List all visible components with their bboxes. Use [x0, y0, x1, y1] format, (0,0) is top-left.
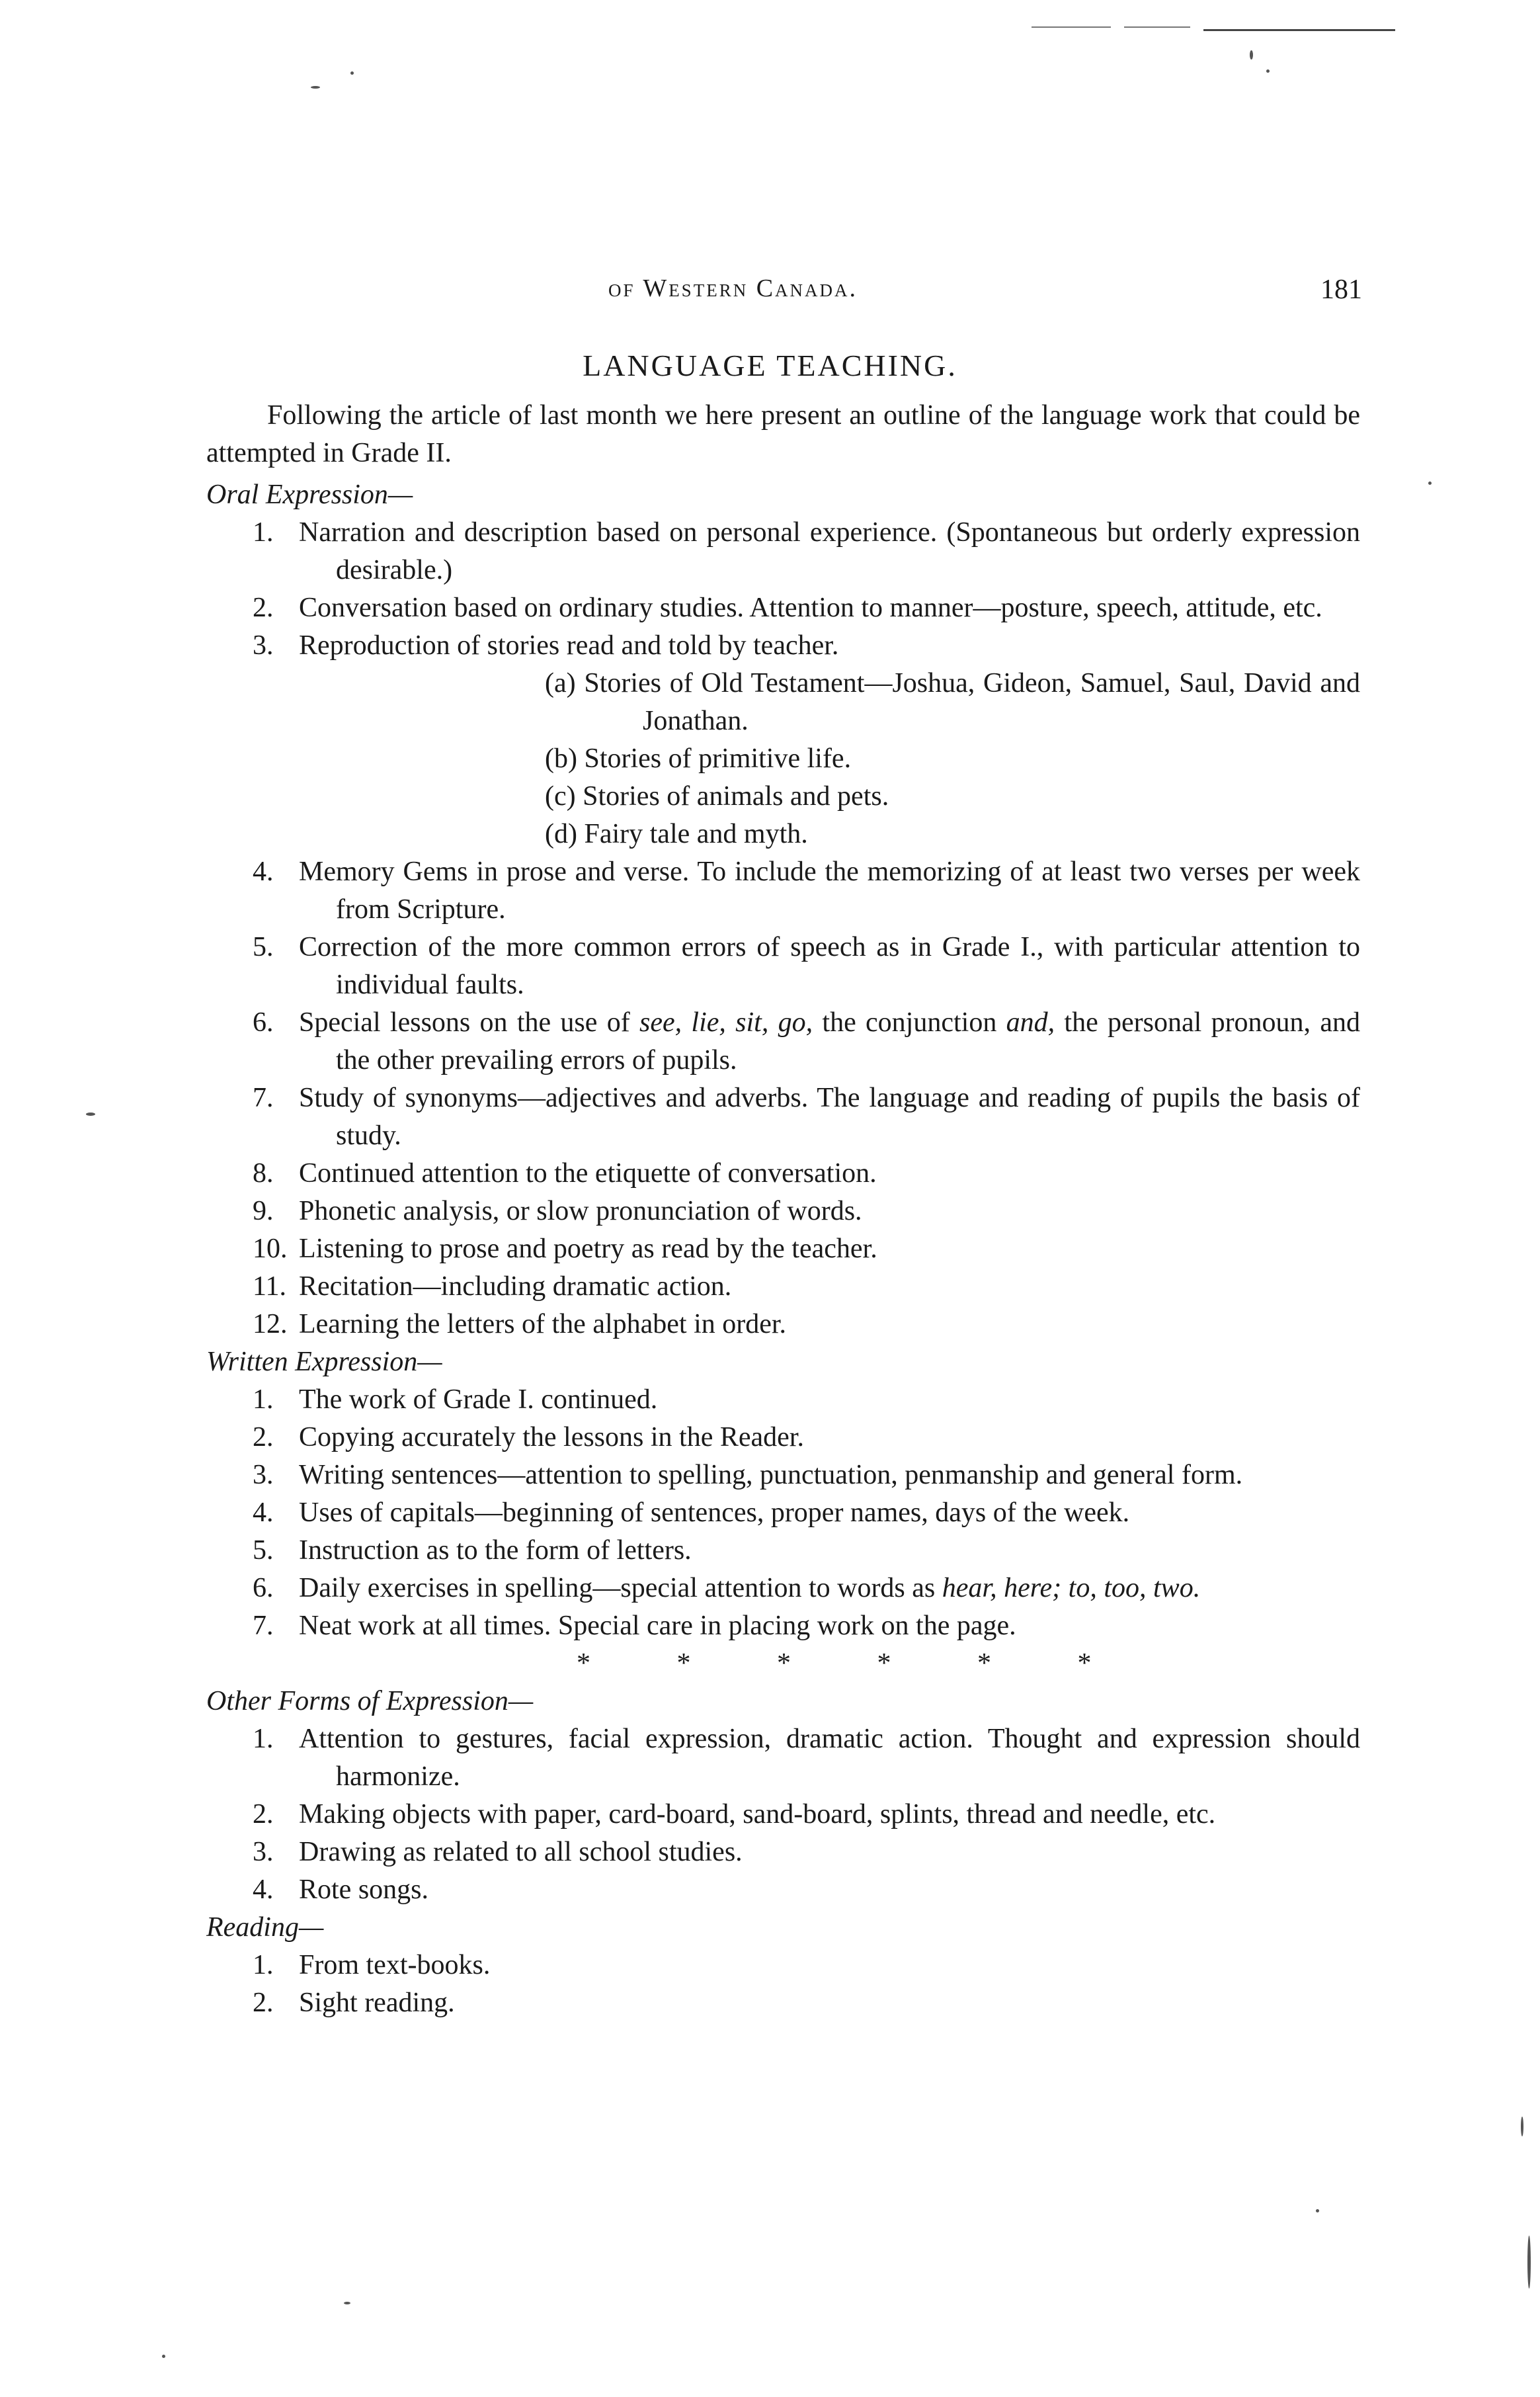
- list-item: 1. Attention to gestures, facial expression, dramatic action. Thought and expression should harmonize.: [253, 1724, 1360, 1792]
- item-text: the personal pronoun, and the other prevailing errors of pupils.: [336, 1007, 1360, 1075]
- section-heading-oral: Oral Expression—: [206, 480, 413, 510]
- item-text: From text-books.: [299, 1950, 491, 1980]
- scan-speck: [1250, 50, 1253, 60]
- item-text: The work of Grade I. continued.: [299, 1384, 658, 1415]
- sub-list-item: [206, 740, 1360, 778]
- item-text: Phonetic analysis, or slow pronunciation of words.: [299, 1196, 862, 1226]
- list-item: 7. Study of synonyms—adjectives and adverbs. The language and reading of pupils the basis of study.: [253, 1083, 1360, 1151]
- scan-speck: [162, 2355, 165, 2358]
- scan-speck: [350, 71, 354, 75]
- item-text: Copying accurately the lessons in the Reader.: [299, 1422, 804, 1452]
- scan-mark: [1124, 26, 1190, 28]
- list-item: 12. Learning the letters of the alphabet in order.: [253, 1309, 787, 1339]
- item-text: Uses of capitals—beginning of sentences, proper names, days of the week.: [299, 1497, 1130, 1528]
- section-heading-reading: Reading—: [206, 1912, 324, 1943]
- scan-speck: [1316, 2209, 1319, 2212]
- scan-speck: [1521, 2117, 1523, 2136]
- list-item: 3. Drawing as related to all school studies.: [253, 1837, 743, 1867]
- list-item: 7. Neat work at all times. Special care in placing work on the page.: [253, 1611, 1016, 1641]
- list-item: 4. Memory Gems in prose and verse. To include the memorizing of at least two verses per week from Scripture.: [253, 857, 1360, 925]
- list-item: 1. Narration and description based on personal experience. (Spontaneous but orderly expression desirable.): [253, 517, 1360, 585]
- list-item: 9. Phonetic analysis, or slow pronunciation of words.: [253, 1196, 862, 1226]
- scan-speck: [344, 2302, 350, 2304]
- item-text: Making objects with paper, card-board, sand-board, splints, thread and needle, etc.: [299, 1799, 1216, 1829]
- list-item: 2. Sight reading.: [253, 1988, 455, 2018]
- item-text: Memory Gems in prose and verse. To include the memorizing of at least two verses per week from Scripture.: [299, 857, 1360, 925]
- scan-speck: [1266, 69, 1270, 73]
- sub-item-text: Stories of Old Testament—Joshua, Gideon, Samuel, Saul, David and Jonathan.: [584, 668, 1360, 736]
- scan-speck: [1428, 482, 1432, 485]
- sub-item-label: (c): [545, 781, 576, 812]
- sub-item-label: (a): [545, 668, 576, 698]
- list-item: 2. Conversation based on ordinary studies. Attention to manner—posture, speech, attitude, etc.: [253, 593, 1322, 623]
- item-text: Neat work at all times. Special care in placing work on the page.: [299, 1611, 1016, 1641]
- list-item: 2. Making objects with paper, card-board, sand-board, splints, thread and needle, etc.: [253, 1799, 1216, 1829]
- sub-item-label: (d): [545, 819, 577, 849]
- scan-speck: [311, 86, 320, 89]
- list-item: 4. Uses of capitals—beginning of sentences, proper names, days of the week.: [253, 1497, 1130, 1528]
- section-heading-other: Other Forms of Expression—: [206, 1686, 534, 1716]
- item-text: Special lessons on the use of: [299, 1007, 639, 1038]
- running-head: [198, 274, 1362, 314]
- item-text: Learning the letters of the alphabet in order.: [299, 1309, 787, 1339]
- list-item: 3. Writing sentences—attention to spelling, punctuation, penmanship and general form.: [253, 1460, 1243, 1490]
- scan-mark: [1032, 26, 1111, 28]
- article-title: LANGUAGE TEACHING.: [583, 349, 957, 382]
- item-text: Reproduction of stories read and told by teacher.: [299, 630, 839, 661]
- list-item: 1. From text-books.: [253, 1950, 491, 1980]
- sub-list-item: [206, 778, 1360, 816]
- item-text: Narration and description based on personal experience. (Spontaneous but orderly expression desirable.): [299, 517, 1360, 585]
- item-text: Sight reading.: [299, 1988, 455, 2018]
- list-item: 5. Correction of the more common errors of speech as in Grade I., with particular attention to individual faults.: [253, 932, 1360, 1000]
- list-item: 5. Instruction as to the form of letters.: [253, 1535, 692, 1566]
- item-emphasis: see, lie, sit, go,: [639, 1007, 813, 1038]
- scan-speck: [86, 1113, 95, 1116]
- list-item: 8. Continued attention to the etiquette of conversation.: [253, 1158, 877, 1189]
- sub-list-item: [206, 665, 1360, 740]
- item-text: Continued attention to the etiquette of conversation.: [299, 1158, 877, 1189]
- intro-paragraph: Following the article of last month we here present an outline of the language work that could be attempted in Grade II.: [206, 400, 1360, 468]
- list-item: 1. The work of Grade I. continued.: [253, 1384, 658, 1415]
- list-item: 2. Copying accurately the lessons in the Reader.: [253, 1422, 804, 1452]
- item-text: Writing sentences—attention to spelling, punctuation, penmanship and general form.: [299, 1460, 1243, 1490]
- item-text: Rote songs.: [299, 1874, 429, 1905]
- item-text: Conversation based on ordinary studies. Attention to manner—posture, speech, attitude, etc.: [299, 593, 1322, 623]
- sub-item-label: (b): [545, 743, 577, 774]
- item-text: Correction of the more common errors of speech as in Grade I., with particular attention to individual faults.: [299, 932, 1360, 1000]
- page-number: 181: [1320, 274, 1362, 305]
- item-text: Drawing as related to all school studies.: [299, 1837, 743, 1867]
- sub-item-text: Stories of primitive life.: [584, 743, 852, 774]
- outline-sections: [206, 476, 1360, 2022]
- scan-mark: [1203, 29, 1395, 31]
- section-separator: * * * * * *: [577, 1648, 1131, 1679]
- list-item: 4. Rote songs.: [253, 1874, 429, 1905]
- section-heading-written: Written Expression—: [206, 1347, 442, 1377]
- running-head-title: of Western Canada.: [608, 274, 858, 302]
- sub-item-text: Stories of animals and pets.: [583, 781, 889, 812]
- item-text: Daily exercises in spelling—special attention to words as: [299, 1573, 942, 1603]
- sub-item-text: Fairy tale and myth.: [584, 819, 808, 849]
- list-item: 6. Daily exercises in spelling—special attention to words as hear, here; to, too, two.: [253, 1573, 1201, 1603]
- item-emphasis: and,: [1006, 1007, 1055, 1038]
- item-text: Recitation—including dramatic action.: [299, 1271, 732, 1302]
- item-text: Attention to gestures, facial expression, dramatic action. Thought and expression should harmonize.: [299, 1724, 1360, 1792]
- list-item: 6. Special lessons on the use of see, lie, sit, go, the conjunction and, the personal pronoun, and the other prevailing errors of pupils.: [253, 1007, 1360, 1075]
- item-text: the conjunction: [813, 1007, 1006, 1038]
- list-item: 11. Recitation—including dramatic action.: [253, 1271, 732, 1302]
- item-text: Study of synonyms—adjectives and adverbs. The language and reading of pupils the basis of study.: [299, 1083, 1360, 1151]
- list-item: 10. Listening to prose and poetry as read by the teacher.: [253, 1234, 877, 1264]
- item-text: Instruction as to the form of letters.: [299, 1535, 692, 1566]
- item-text: Listening to prose and poetry as read by the teacher.: [299, 1234, 877, 1264]
- scan-speck: [1527, 2236, 1531, 2289]
- item-emphasis: hear, here; to, too, two.: [942, 1573, 1201, 1603]
- list-item: 3. Reproduction of stories read and told by teacher.: [253, 630, 839, 661]
- sub-list-item: [206, 816, 1360, 853]
